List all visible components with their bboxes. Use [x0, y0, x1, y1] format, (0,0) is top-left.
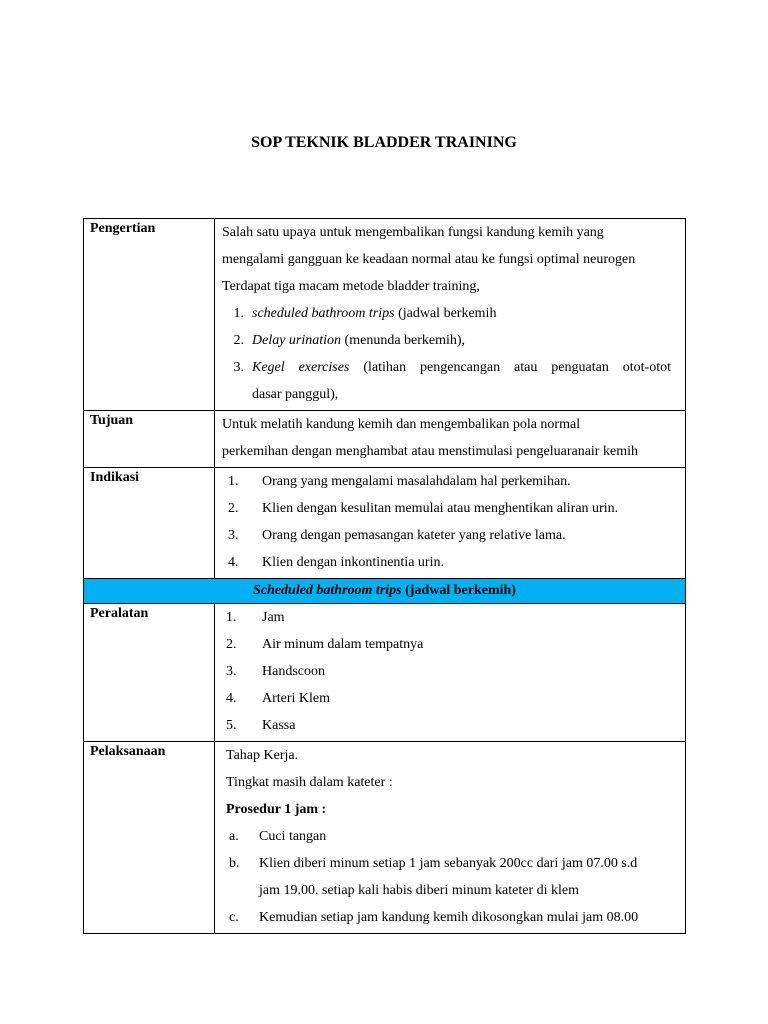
row-pengertian: [84, 219, 686, 411]
list-text: [252, 300, 671, 327]
tujuan-line-1: Untuk melatih kandung kemih dan mengembalikan pola normal: [222, 417, 581, 432]
content-peralatan: [215, 604, 686, 742]
pengertian-line-1: Salah satu upaya untuk mengembalikan fungsi kandung kemih yang: [222, 225, 604, 240]
list-item: [222, 685, 671, 712]
pelaksanaan-line-1: Tahap Kerja.: [226, 748, 299, 763]
list-text: Arteri Klem: [262, 691, 331, 706]
list-number: 1.: [228, 474, 239, 489]
label-pengertian: Pengertian: [84, 219, 215, 411]
row-indikasi: [84, 468, 686, 579]
prosedur-heading: Prosedur 1 jam :: [226, 802, 327, 817]
pengertian-line-3: Terdapat tiga macam metode bladder training,: [222, 279, 480, 294]
list-item: [222, 495, 671, 522]
section-band-italic: Scheduled bathroom trips: [253, 583, 402, 598]
content-tujuan: [215, 411, 686, 468]
label-peralatan: Peralatan: [84, 604, 215, 742]
list-text: Orang yang mengalami masalahdalam hal perkemihan.: [262, 474, 571, 489]
list-item: [226, 850, 671, 904]
list-text-italic: scheduled bathroom trips: [252, 306, 395, 321]
pengertian-line-2: mengalami gangguan ke keadaan normal atau ke fungsi optimal neurogen: [222, 252, 636, 267]
list-text-italic: Kegel exercises: [252, 360, 350, 375]
section-band-rest: (jadwal berkemih): [401, 583, 516, 598]
list-number: 3.: [226, 664, 237, 679]
list-item: [222, 327, 671, 354]
list-number: 1.: [226, 610, 237, 625]
row-section-band: [84, 579, 686, 604]
list-text: [259, 850, 671, 904]
list-text-rest: (menunda berkemih),: [341, 333, 466, 348]
list-text-italic: Delay urination: [252, 333, 342, 348]
list-number: c.: [229, 910, 239, 925]
list-item: [222, 549, 671, 576]
list-item: [226, 904, 671, 931]
section-band: [84, 579, 686, 604]
list-text: Air minum dalam tempatnya: [262, 637, 424, 652]
list-item: [222, 354, 671, 408]
list-text: Kassa: [262, 718, 296, 733]
list-item: [226, 823, 671, 850]
list-number: 3.: [228, 528, 239, 543]
list-text-rest: (jadwal berkemih: [394, 306, 497, 321]
list-text-continuation: jam 19.00. setiap kali habis diberi minum kateter di klem: [259, 883, 579, 898]
list-text-line: [252, 354, 671, 381]
list-number: 5.: [226, 718, 237, 733]
list-number: 1.: [233, 306, 244, 321]
list-text: Klien dengan inkontinentia urin.: [262, 555, 444, 570]
list-number: a.: [229, 829, 239, 844]
content-pengertian: [215, 219, 686, 411]
list-item: [222, 631, 671, 658]
list-text: Klien dengan kesulitan memulai atau menghentikan aliran urin.: [262, 501, 619, 516]
list-number: 2.: [233, 333, 244, 348]
sop-table: [83, 218, 686, 934]
list-item: [222, 522, 671, 549]
list-text: [252, 327, 671, 354]
list-text: Handscoon: [262, 664, 325, 679]
list-item: [222, 712, 671, 739]
list-text: Jam: [262, 610, 285, 625]
row-pelaksanaan: [84, 742, 686, 934]
tujuan-line-2: perkemihan dengan menghambat atau menstimulasi pengeluaranair kemih: [222, 444, 638, 459]
list-text-rest: (latihan pengencangan atau penguatan otot-otot: [349, 360, 671, 375]
list-number: 3.: [233, 360, 244, 375]
row-peralatan: [84, 604, 686, 742]
list-item: [222, 604, 671, 631]
list-text: [252, 354, 671, 408]
list-text: Kemudian setiap jam kandung kemih dikosongkan mulai jam 08.00: [259, 910, 639, 925]
list-text: Orang dengan pemasangan kateter yang relative lama.: [262, 528, 566, 543]
content-indikasi: [215, 468, 686, 579]
list-item: [222, 300, 671, 327]
label-indikasi: Indikasi: [84, 468, 215, 579]
content-pelaksanaan: [215, 742, 686, 934]
label-tujuan: Tujuan: [84, 411, 215, 468]
list-number: 2.: [226, 637, 237, 652]
document-title: SOP TEKNIK BLADDER TRAINING: [251, 134, 517, 151]
row-tujuan: [84, 411, 686, 468]
list-item: [222, 468, 671, 495]
list-number: 2.: [228, 501, 239, 516]
list-number: 4.: [226, 691, 237, 706]
list-text-line: Klien diberi minum setiap 1 jam sebanyak 200cc dari jam 07.00 s.d: [259, 856, 638, 871]
list-number: 4.: [228, 555, 239, 570]
label-pelaksanaan: Pelaksanaan: [84, 742, 215, 934]
pelaksanaan-line-2: Tingkat masih dalam kateter :: [226, 775, 393, 790]
list-number: b.: [229, 856, 240, 871]
list-item: [222, 658, 671, 685]
list-text-continuation: dasar panggul),: [252, 387, 339, 402]
list-text: Cuci tangan: [259, 829, 327, 844]
